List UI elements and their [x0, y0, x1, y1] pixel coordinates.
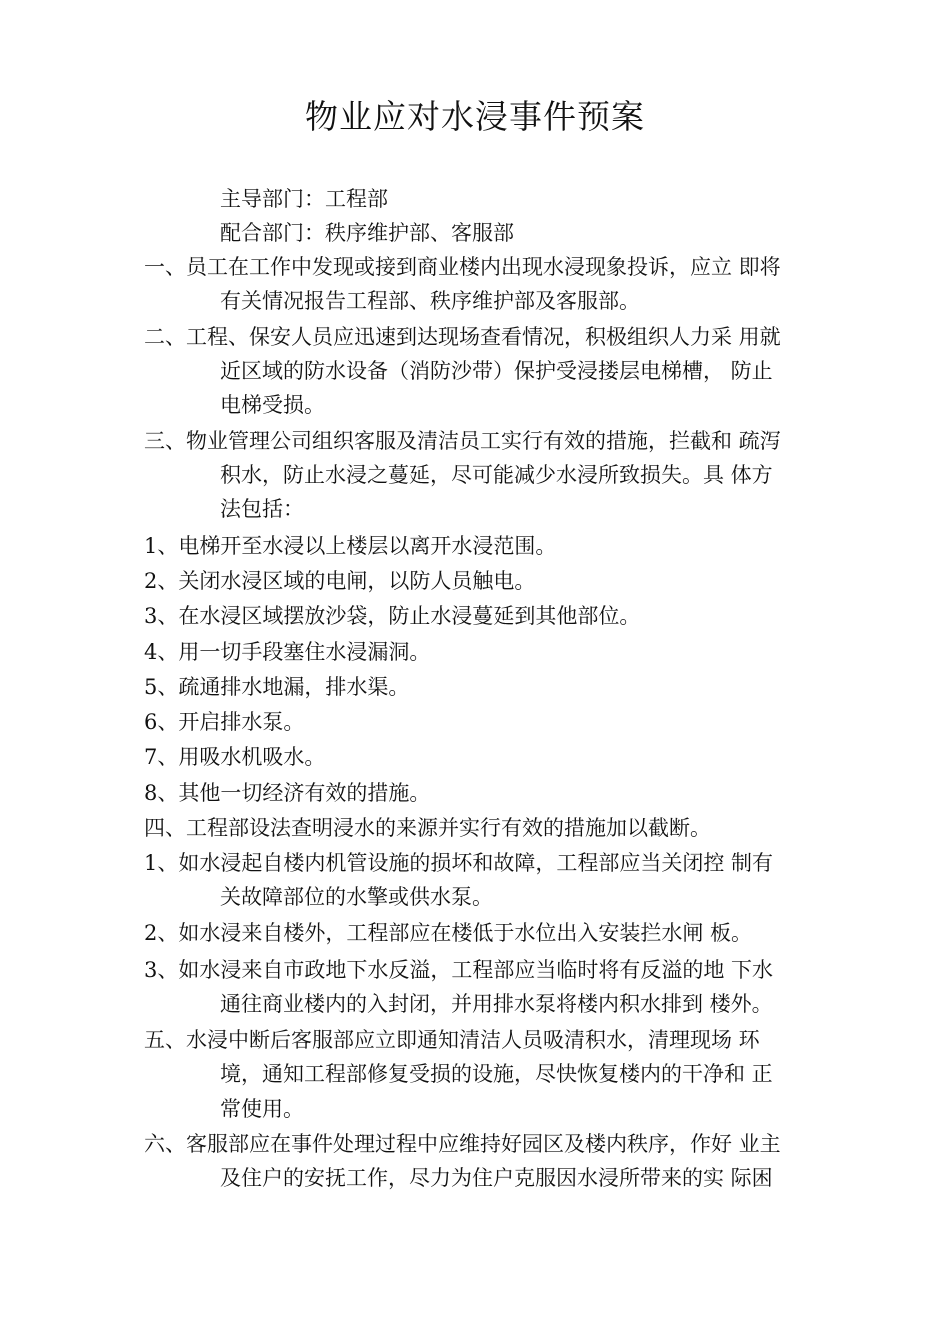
item-1-line: 一、员工在工作中发现或接到商业楼内出现水浸现象投诉，应立 即将	[144, 255, 781, 279]
item-3-line: 三、物业管理公司组织客服及清洁员工实行有效的措施，拦截和 疏泻	[144, 429, 781, 453]
step-b-continuation: 关故障部位的水擎或供水泵。	[220, 885, 493, 909]
item-6-continuation: 及住户的安抚工作，尽力为住户克服因水浸所带来的实 际困	[220, 1166, 773, 1190]
item-3-continuation: 积水，防止水浸之蔓延，尽可能减少水浸所致损失。具 体方	[220, 463, 773, 487]
item-4-line: 四、工程部设法查明浸水的来源并实行有效的措施加以截断。	[144, 816, 711, 840]
item-2-continuation: 近区域的防水设备（消防沙带）保护受浸搂层电梯槽， 防止	[220, 359, 773, 383]
document-title: 物业应对水浸事件预案	[305, 97, 645, 136]
step-a-line: 1、电梯开至水浸以上楼层以离开水浸范围。	[144, 534, 557, 558]
item-1-continuation: 有关情况报告工程部、秩序维护部及客服部。	[220, 289, 640, 313]
item-3-continuation: 法包括：	[220, 497, 304, 521]
step-a-line: 4、用一切手段塞住水浸漏洞。	[144, 640, 431, 664]
lead-department-line: 主导部门：工程部	[220, 187, 388, 211]
step-a-line: 5、疏通排水地漏，排水渠。	[144, 675, 410, 699]
item-2-line: 二、工程、保安人员应迅速到达现场查看情况，积极组织人力采 用就	[144, 325, 781, 349]
item-5-line: 五、水浸中断后客服部应立即通知清洁人员吸清积水，清理现场 环	[144, 1028, 760, 1052]
support-department-line: 配合部门：秩序维护部、客服部	[220, 221, 514, 245]
item-6-line: 六、客服部应在事件处理过程中应维持好园区及楼内秩序，作好 业主	[144, 1132, 781, 1156]
step-a-line: 8、其他一切经济有效的措施。	[144, 781, 431, 805]
step-a-line: 6、开启排水泵。	[144, 710, 305, 734]
step-b-line: 1、如水浸起自楼内机管设施的损坏和故障，工程部应当关闭控 制有	[144, 851, 774, 875]
step-a-line: 3、在水浸区域摆放沙袋，防止水浸蔓延到其他部位。	[144, 604, 641, 628]
item-5-continuation: 境，通知工程部修复受损的设施，尽快恢复楼内的干净和 正	[220, 1062, 773, 1086]
step-b-continuation: 通往商业楼内的入封闭，并用排水泵将楼内积水排到 楼外。	[220, 992, 773, 1016]
step-a-line: 2、关闭水浸区域的电闸，以防人员触电。	[144, 569, 536, 593]
step-a-line: 7、用吸水机吸水。	[144, 745, 326, 769]
step-b-line: 2、如水浸来自楼外，工程部应在楼低于水位出入安装拦水闸 板。	[144, 921, 753, 945]
item-5-continuation: 常使用。	[220, 1097, 304, 1121]
item-2-continuation: 电梯受损。	[220, 393, 325, 417]
step-b-line: 3、如水浸来自市政地下水反溢，工程部应当临时将有反溢的地 下水	[144, 958, 774, 982]
